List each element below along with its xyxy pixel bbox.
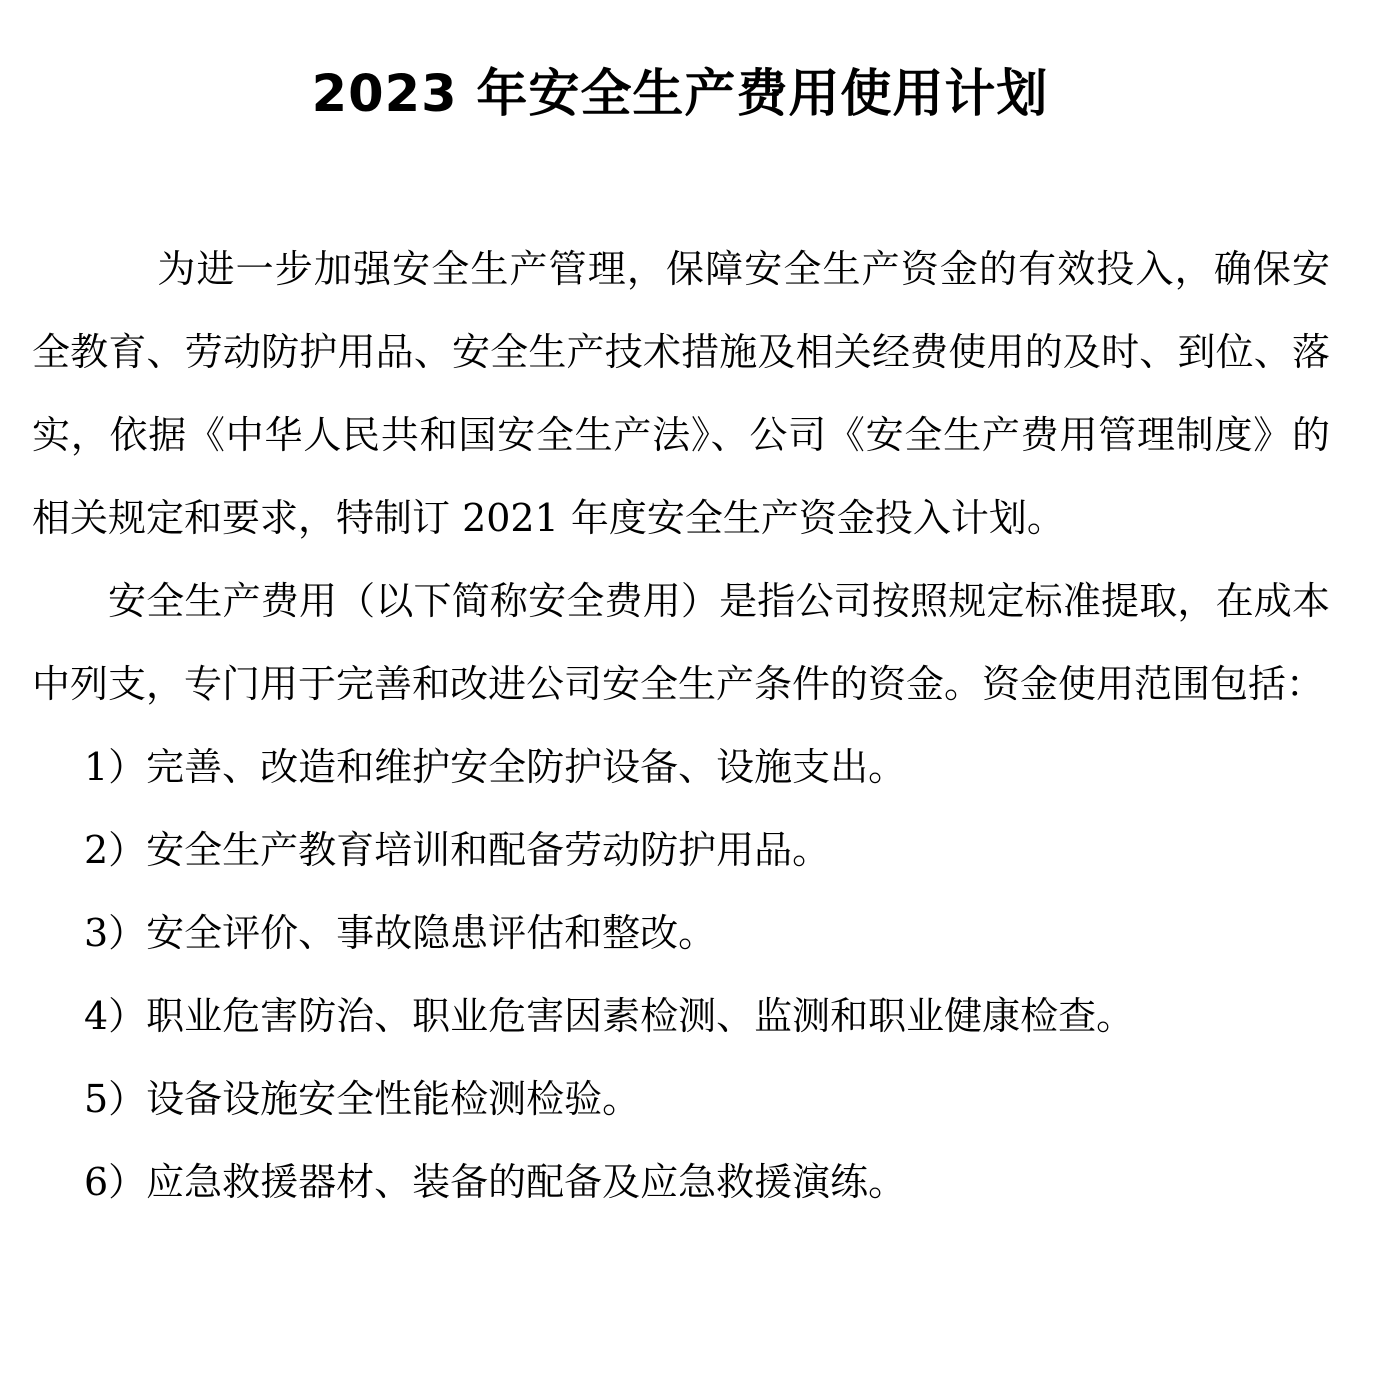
paragraph-definition: 安全生产费用（以下简称安全费用）是指公司按照规定标准提取，在成本中列支，专门用于完善和改进公司安全生产条件的资金。资金使用范围包括： (32, 579, 1330, 706)
list-item: 3）安全评价、事故隐患评估和整改。 (84, 911, 717, 955)
list-item: 4）职业危害防治、职业危害因素检测、监测和职业健康检查。 (84, 994, 1135, 1038)
document-title: 2023 年安全生产费用使用计划 (311, 65, 1049, 124)
list-item: 2）安全生产教育培训和配备劳动防护用品。 (84, 828, 831, 872)
usage-scope-list (32, 726, 1330, 1224)
list-item: 6）应急救援器材、装备的配备及应急救援演练。 (84, 1160, 907, 1204)
list-item: 5）设备设施安全性能检测检验。 (84, 1077, 641, 1121)
document-body (32, 228, 1330, 1224)
paragraph-purpose: 为进一步加强安全生产管理，保障安全生产资金的有效投入，确保安全教育、劳动防护用品、安全生产技术措施及相关经费使用的及时、到位、落实，依据《中华人民共和国安全生产法》、公司《安全生产费用管理制度》的相关规定和要求，特制订 2021 年度安全生产资金投入计划。 (32, 247, 1330, 540)
list-item: 1）完善、改造和维护安全防护设备、设施支出。 (84, 745, 907, 789)
